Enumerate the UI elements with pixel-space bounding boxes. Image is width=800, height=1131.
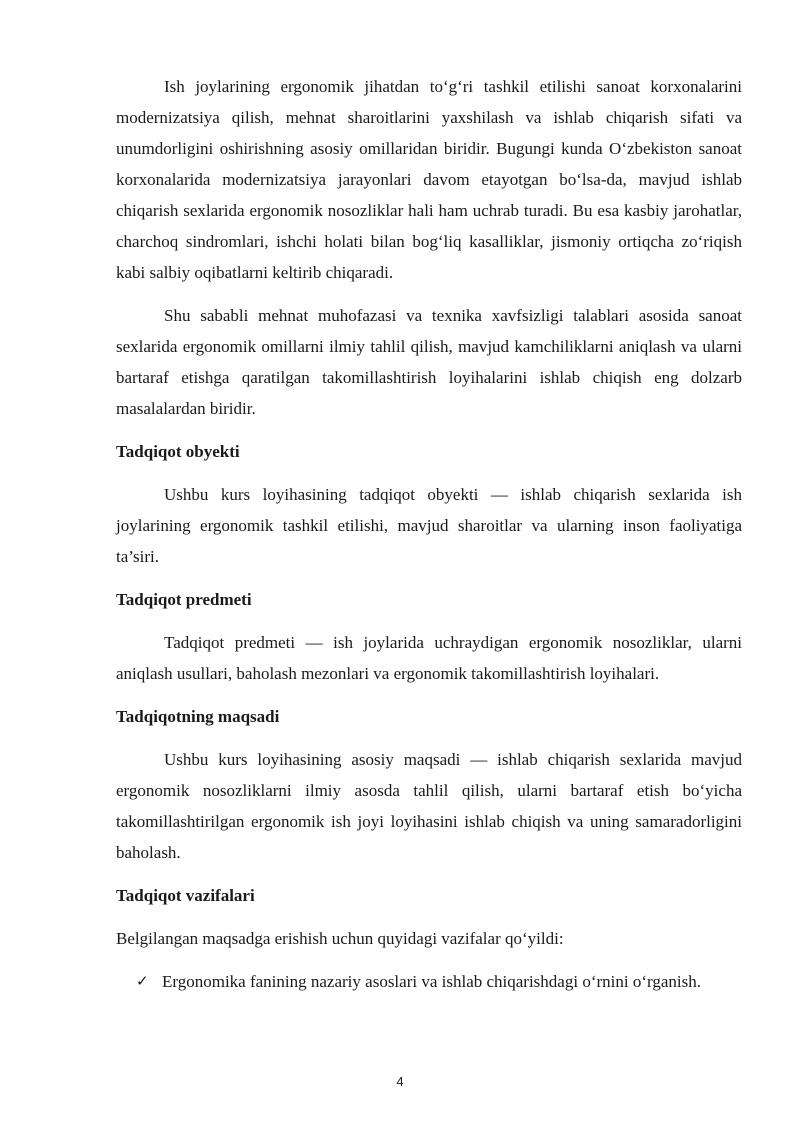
page-number: 4: [396, 1074, 404, 1089]
section-text-object: Ushbu kurs loyihasining tadqiqot obyekti — ishlab chiqarish sexlarida ish joylarining ergonomik tashkil etilishi, mavjud sharoitlar va ularning inson faoliyatiga ta’siri.: [116, 485, 742, 566]
section-heading-subject: Tadqiqot predmeti: [116, 590, 252, 609]
task-text: Ergonomika fanining nazariy asoslari va ishlab chiqarishdagi o‘rnini o‘rganish.: [162, 972, 701, 991]
intro-paragraph-1: Ish joylarining ergonomik jihatdan to‘g‘ri tashkil etilishi sanoat korxonalarini modernizatsiya qilish, mehnat sharoitlarini yaxshilash va ishlab chiqarish sifati va unumdorligini oshirishning asosiy omillaridan biridir. Bugungi kunda O‘zbekiston sanoat korxonalarida modernizatsiya jarayonlari davom etayotgan bo‘lsa-da, mavjud ishlab chiqarish sexlarida ergonomik nosozliklar hali ham uchrab turadi. Bu esa kasbiy jarohatlar, charchoq sindromlari, ishchi holati bilan bog‘liq kasalliklar, jismoniy ortiqcha zo‘riqish kabi salbiy oqibatlarni keltirib chiqaradi.: [116, 77, 742, 282]
checkmark-icon: ✓: [136, 972, 149, 990]
list-item: [116, 966, 742, 997]
section-heading-object: Tadqiqot obyekti: [116, 442, 240, 461]
page-content: [116, 71, 742, 997]
intro-paragraph-2: Shu sababli mehnat muhofazasi va texnika xavfsizligi talablari asosida sanoat sexlarida ergonomik omillarni ilmiy tahlil qilish, mavjud kamchiliklarni aniqlash va ularni bartaraf etishga qaratilgan takomillashtirish loyihalarini ishlab chiqish eng dolzarb masalalardan biridir.: [116, 306, 742, 418]
task-list: [116, 966, 742, 997]
section-text-tasks: Belgilangan maqsadga erishish uchun quyidagi vazifalar qo‘yildi:: [116, 929, 564, 948]
section-text-goal: Ushbu kurs loyihasining asosiy maqsadi — ishlab chiqarish sexlarida mavjud ergonomik nosozliklarni ilmiy asosda tahlil qilish, ularni bartaraf etish bo‘yicha takomillashtirilgan ergonomik ish joyi loyihasini ishlab chiqish va uning samaradorligini baholash.: [116, 750, 742, 862]
section-text-subject: Tadqiqot predmeti — ish joylarida uchraydigan ergonomik nosozliklar, ularni aniqlash usullari, baholash mezonlari va ergonomik takomillashtirish loyihalari.: [116, 633, 742, 683]
section-heading-goal: Tadqiqotning maqsadi: [116, 707, 280, 726]
section-heading-tasks: Tadqiqot vazifalari: [116, 886, 255, 905]
